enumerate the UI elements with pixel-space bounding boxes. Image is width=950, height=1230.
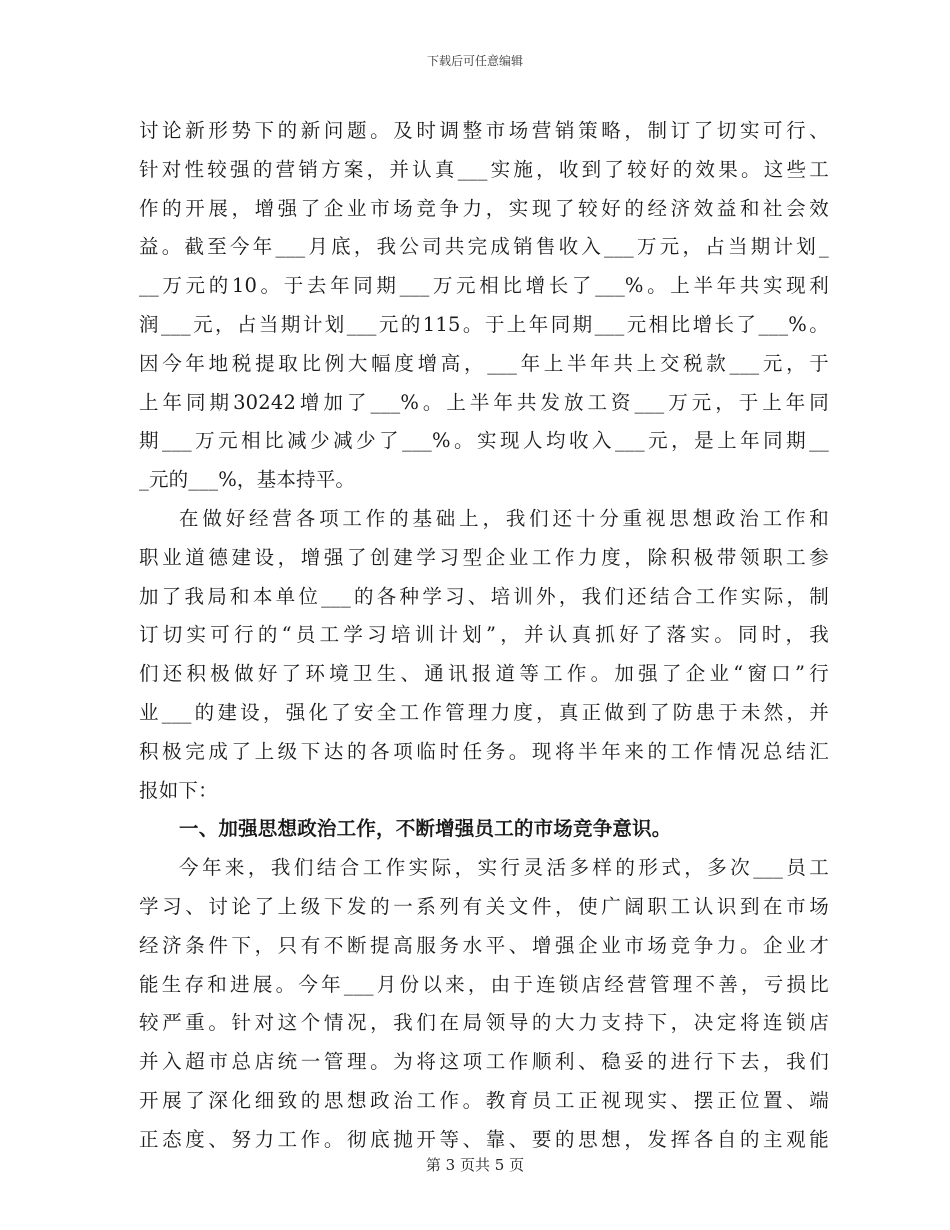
text-line — [139, 1082, 829, 1121]
text-line-content: 期___万元相比减少减少了___%。实现人均收入___元，是上年同期__ — [139, 429, 829, 453]
text-line-content: 积极完成了上级下达的各项临时任务。现将半年来的工作情况总结汇 — [139, 739, 829, 763]
text-line-content: 益。截至今年___月底，我公司共完成销售收入___万元，占当期计划_ — [139, 235, 829, 259]
text-line-content: __万元的10。于去年同期___万元相比增长了___%。上半年共实现利 — [139, 274, 829, 298]
text-line-content: 今年来，我们结合工作实际，实行灵活多样的形式，多次___员工 — [179, 856, 829, 880]
text-line — [139, 190, 829, 229]
text-line — [139, 112, 829, 151]
text-line — [139, 927, 829, 966]
text-line-content: 因今年地税提取比例大幅度增高，___年上半年共上交税款___元，于 — [139, 351, 829, 375]
page-number: 第 3 页共 5 页 — [425, 1156, 525, 1174]
text-line-content: 并入超市总店统一管理。为将这项工作顺利、稳妥的进行下去，我们 — [139, 1050, 829, 1074]
text-line-content: 较严重。针对这个情况，我们在局领导的大力支持下，决定将连锁店 — [139, 1011, 829, 1035]
text-line — [139, 461, 829, 500]
text-line — [139, 267, 829, 306]
text-line — [139, 616, 829, 655]
text-line-content: 加了我局和本单位___的各种学习、培训外，我们还结合工作实际，制 — [139, 584, 829, 608]
text-line-content: 订切实可行的“员工学习培训计划”，并认真抓好了落实。同时，我 — [139, 623, 829, 647]
text-line — [139, 306, 829, 345]
text-line — [139, 578, 829, 617]
page-header-note: 下载后可任意编辑 — [426, 54, 523, 68]
text-line — [139, 888, 829, 927]
text-line-content: 一、加强思想政治工作，不断增强员工的市场竞争意识。 — [179, 817, 672, 841]
text-line-content: 业___的建设，强化了安全工作管理力度，真正做到了防患于未然，并 — [139, 700, 829, 724]
text-line-content: 上年同期30242增加了___%。上半年共发放工资___万元，于上年同 — [139, 390, 829, 414]
text-line — [139, 345, 829, 384]
text-line — [139, 849, 829, 888]
text-line — [139, 500, 829, 539]
text-line — [139, 422, 829, 461]
text-line — [139, 1043, 829, 1082]
text-line — [139, 151, 829, 190]
text-line-content: 润___元，占当期计划___元的115。于上年同期___元相比增长了___%。 — [139, 312, 829, 336]
text-line-content: 讨论新形势下的新问题。及时调整市场营销策略，制订了切实可行、 — [139, 119, 829, 142]
text-line-content: 开展了深化细致的思想政治工作。教育员工正视现实、摆正位置、端 — [139, 1088, 829, 1112]
text-line-content: 们还积极做好了环境卫生、通讯报道等工作。加强了企业“窗口”行 — [139, 662, 829, 686]
document-body — [139, 112, 829, 1160]
text-line-content: 学习、讨论了上级下发的一系列有关文件，使广阔职工认识到在市场 — [139, 894, 829, 918]
text-line-content: 在做好经营各项工作的基础上，我们还十分重视思想政治工作和 — [179, 506, 829, 530]
text-line — [139, 1004, 829, 1043]
text-line-content: _元的___%，基本持平。 — [139, 468, 356, 492]
text-line — [139, 966, 829, 1005]
text-line — [139, 655, 829, 694]
text-line — [139, 733, 829, 772]
text-line-content: 正态度、努力工作。彻底抛开等、靠、要的思想，发挥各自的主观能 — [139, 1127, 829, 1151]
text-line-content: 能生存和进展。今年___月份以来，由于连锁店经营管理不善，亏损比 — [139, 972, 829, 996]
text-line — [139, 228, 829, 267]
text-line-content: 作的开展，增强了企业市场竞争力，实现了较好的经济效益和社会效 — [139, 196, 829, 220]
text-line-content: 针对性较强的营销方案，并认真___实施，收到了较好的效果。这些工 — [139, 157, 829, 181]
text-line-content: 经济条件下，只有不断提高服务水平、增强企业市场竞争力。企业才 — [139, 933, 829, 957]
text-line — [139, 772, 829, 811]
text-line-content: 职业道德建设，增强了创建学习型企业工作力度，除积极带领职工参 — [139, 545, 829, 569]
text-line — [139, 384, 829, 423]
text-line — [139, 694, 829, 733]
text-line-content: 报如下： — [139, 778, 218, 802]
section-heading — [139, 810, 829, 849]
text-line — [139, 539, 829, 578]
